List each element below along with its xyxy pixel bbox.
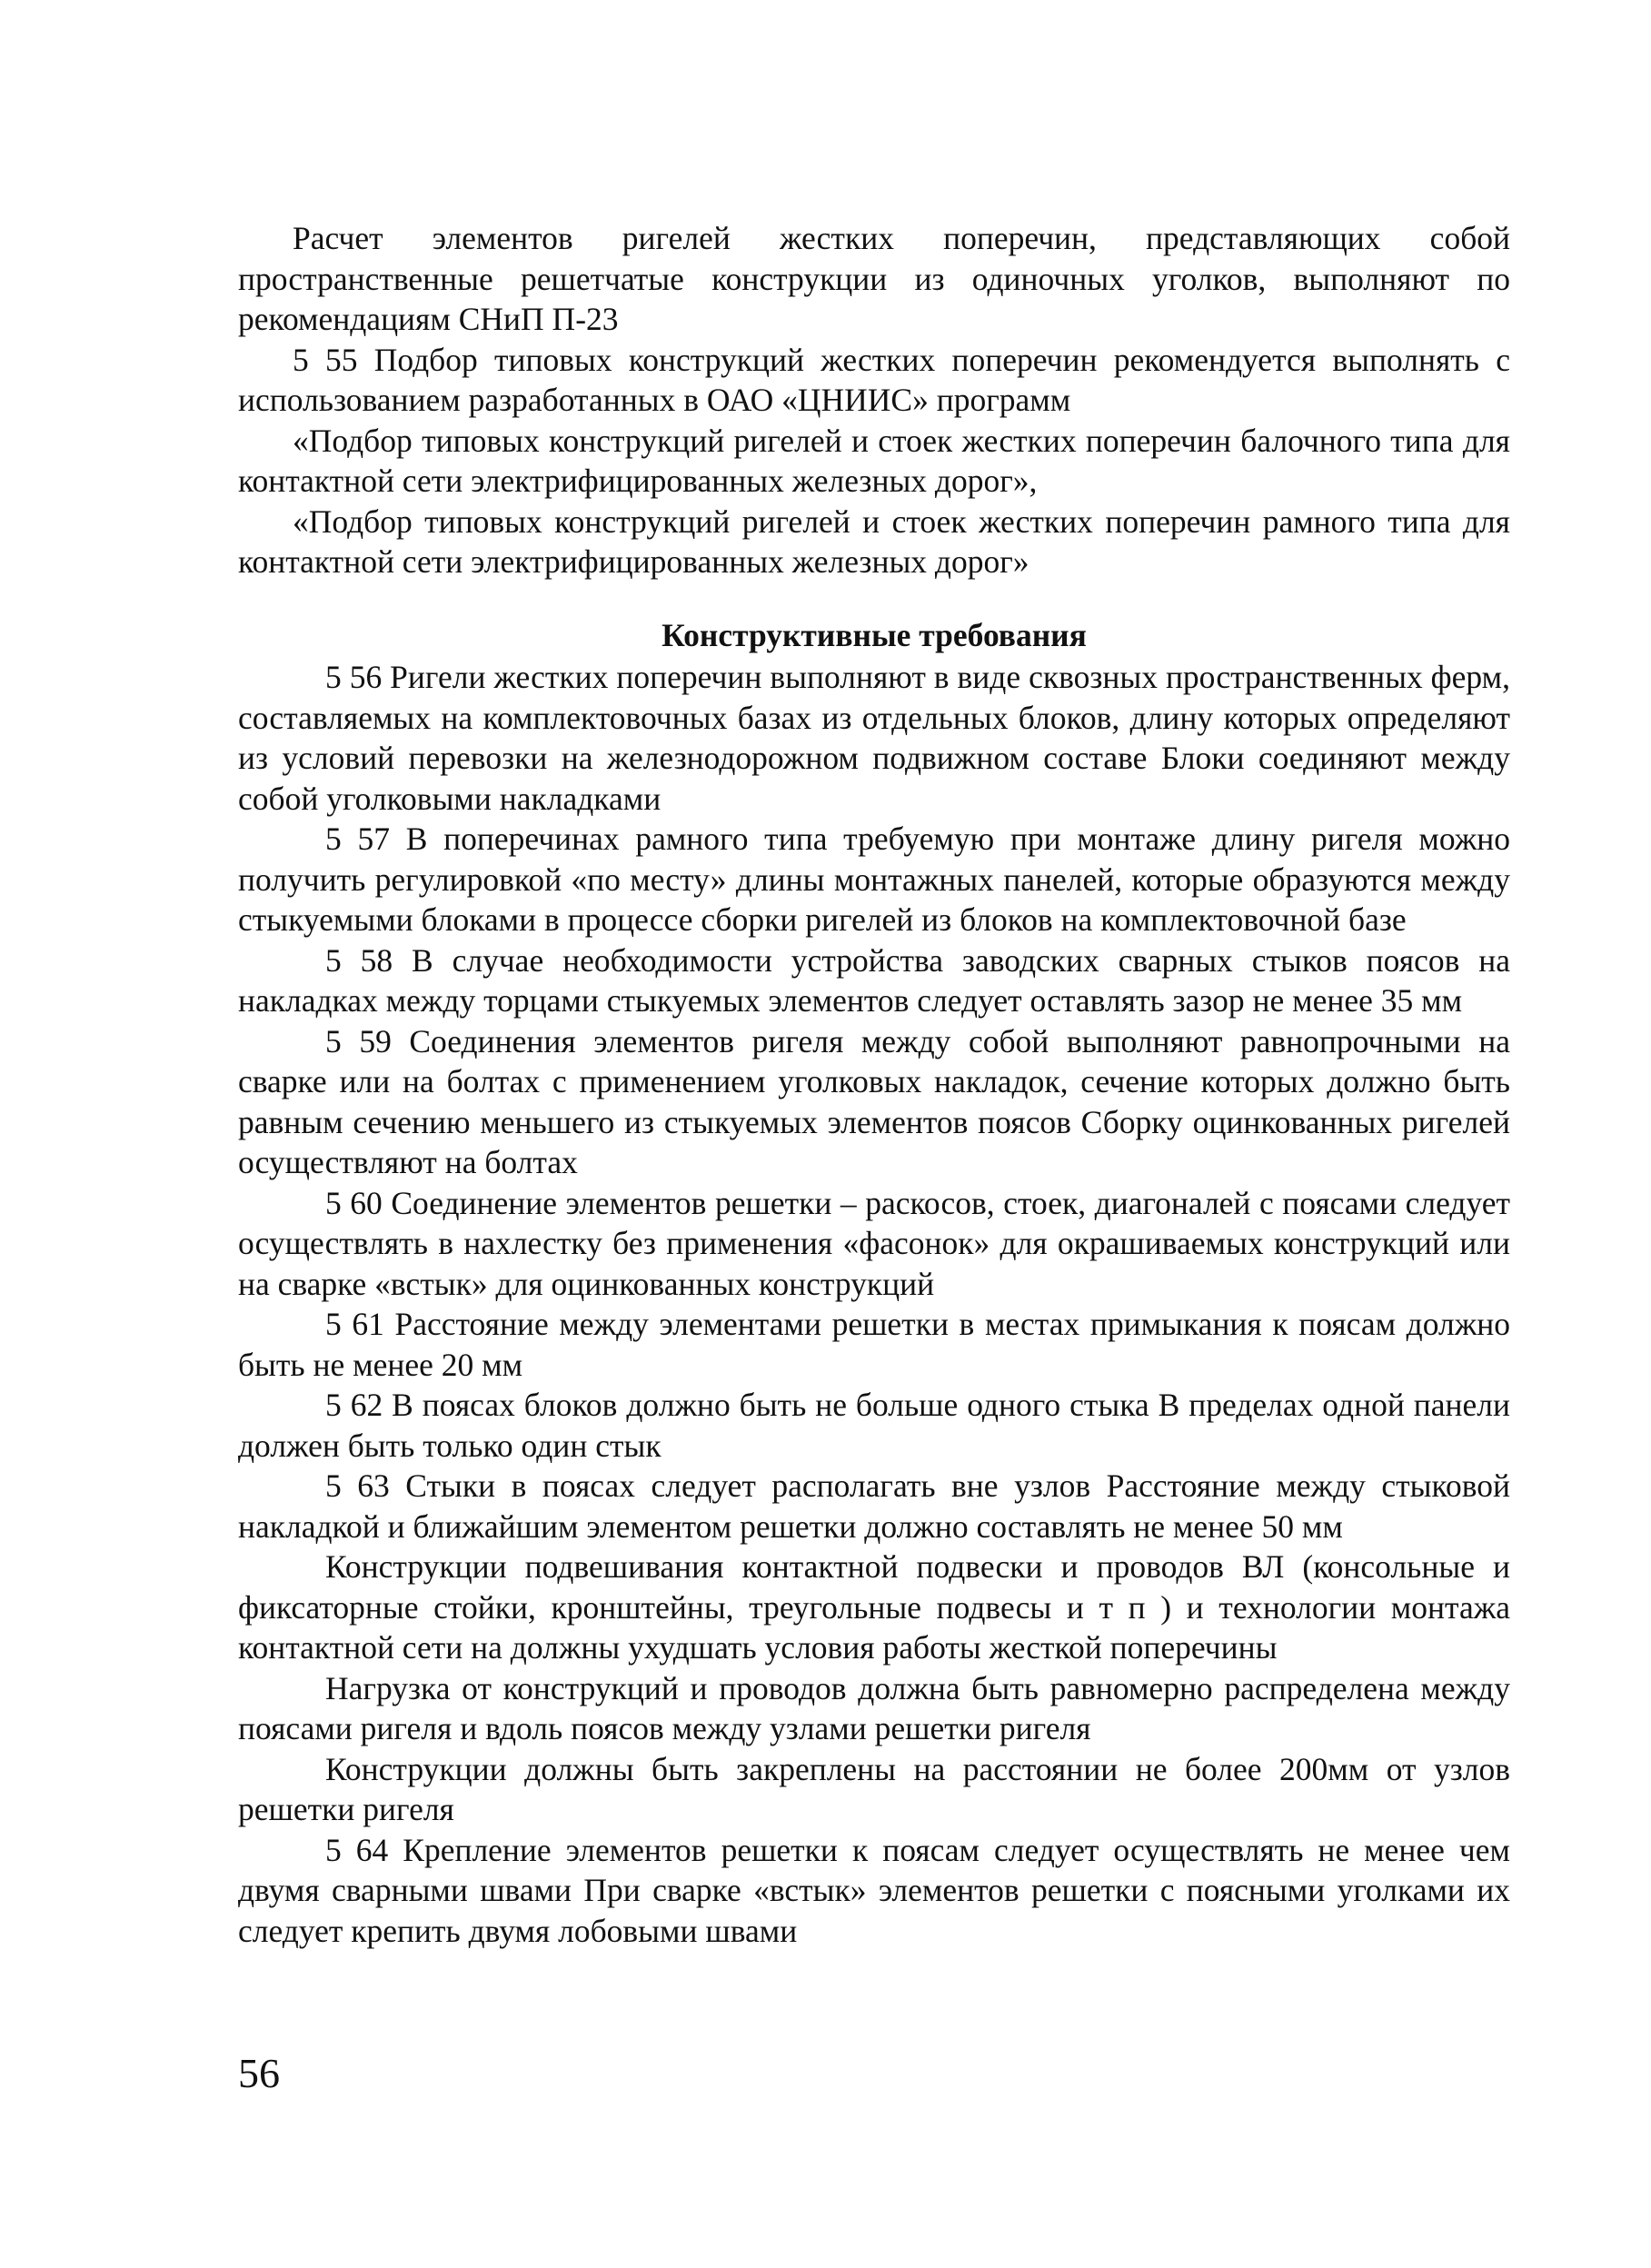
paragraph-5-62: 5 62 В поясах блоков должно быть не больше одного стыка В пределах одной панели должен быть только один стык: [238, 1387, 1510, 1464]
paragraph-5-58: 5 58 В случае необходимости устройства заводских сварных стыков поясов на накладках между торцами стыкуемых элементов следует оставлять зазор не менее 35 мм: [238, 941, 1510, 1019]
paragraph-5-63: 5 63 Стыки в поясах следует располагать вне узлов Расстояние между стыковой накладкой и ближайшим элементом решетки должно составлять не менее 50 мм: [238, 1467, 1510, 1545]
paragraph: Расчет элементов ригелей жестких поперечин, представляющих собой пространственные решетчатые конструкции из одиночных уголков, выполняют по рекомендациям СНиП П-23: [238, 220, 1510, 337]
paragraph-5-61: 5 61 Расстояние между элементами решетки в местах примыкания к поясам должно быть не менее 20 мм: [238, 1306, 1510, 1383]
section-heading: Конструктивные требования: [661, 616, 1087, 653]
page-number: 56: [238, 2050, 280, 2096]
body-text: [238, 218, 1510, 1951]
paragraph-5-59: 5 59 Соединения элементов ригеля между собой выполняют равнопрочными на сварке или на болтах с применением уголковых накладок, сечение которых должно быть равным сечению меньшего из стыкуемых элементов поясов Сборку оцинкованных ригелей осуществляют на болтах: [238, 1022, 1510, 1180]
paragraph-load: Нагрузка от конструкций и проводов должна быть равномерно распределена между поясами ригеля и вдоль поясов между узлами решетки ригеля: [238, 1669, 1510, 1746]
paragraph-fixing: Конструкции должны быть закреплены на расстоянии не более 200мм от узлов решетки ригеля: [238, 1750, 1510, 1827]
paragraph-suspension: Конструкции подвешивания контактной подвески и проводов ВЛ (консольные и фиксаторные стойки, кронштейны, треугольные подвесы и т п ) и технологии монтажа контактной сети на должны ухудшать условия работы жесткой поперечины: [238, 1548, 1510, 1666]
paragraph-5-56: 5 56 Ригели жестких поперечин выполняют в виде сквозных пространственных ферм, составляемых на комплектовочных базах из отдельных блоков, длину которых определяют из условий перевозки на железнодорожном подвижном составе Блоки соединяют между собой уголковыми накладками: [238, 659, 1510, 817]
paragraph-5-64: 5 64 Крепление элементов решетки к поясам следует осуществлять не менее чем двумя сварными швами При сварке «встык» элементов решетки с поясными уголками их следует крепить двумя лобовыми швами: [238, 1831, 1510, 1949]
paragraph-program-2: «Подбор типовых конструкций ригелей и стоек жестких поперечин рамного типа для контактной сети электрифицированных железных дорог»: [238, 502, 1510, 580]
paragraph-5-57: 5 57 В поперечинах рамного типа требуемую при монтаже длину ригеля можно получить регулировкой «по месту» длины монтажных панелей, которые образуются между стыкуемыми блоками в процессе сборки ригелей из блоков на комплектовочной базе: [238, 821, 1510, 938]
paragraph-5-60: 5 60 Соединение элементов решетки – раскосов, стоек, диагоналей с поясами следует осуществлять в нахлестку без применения «фасонок» для окрашиваемых конструкций или на сварке «встык» для оцинкованных конструкций: [238, 1184, 1510, 1302]
paragraph-program-1: «Подбор типовых конструкций ригелей и стоек жестких поперечин балочного типа для контактной сети электрифицированных железных дорог»,: [238, 422, 1510, 499]
paragraph-5-55: 5 55 Подбор типовых конструкций жестких поперечин рекомендуется выполнять с использованием разработанных в ОАО «ЦНИИС» программ: [238, 341, 1510, 418]
